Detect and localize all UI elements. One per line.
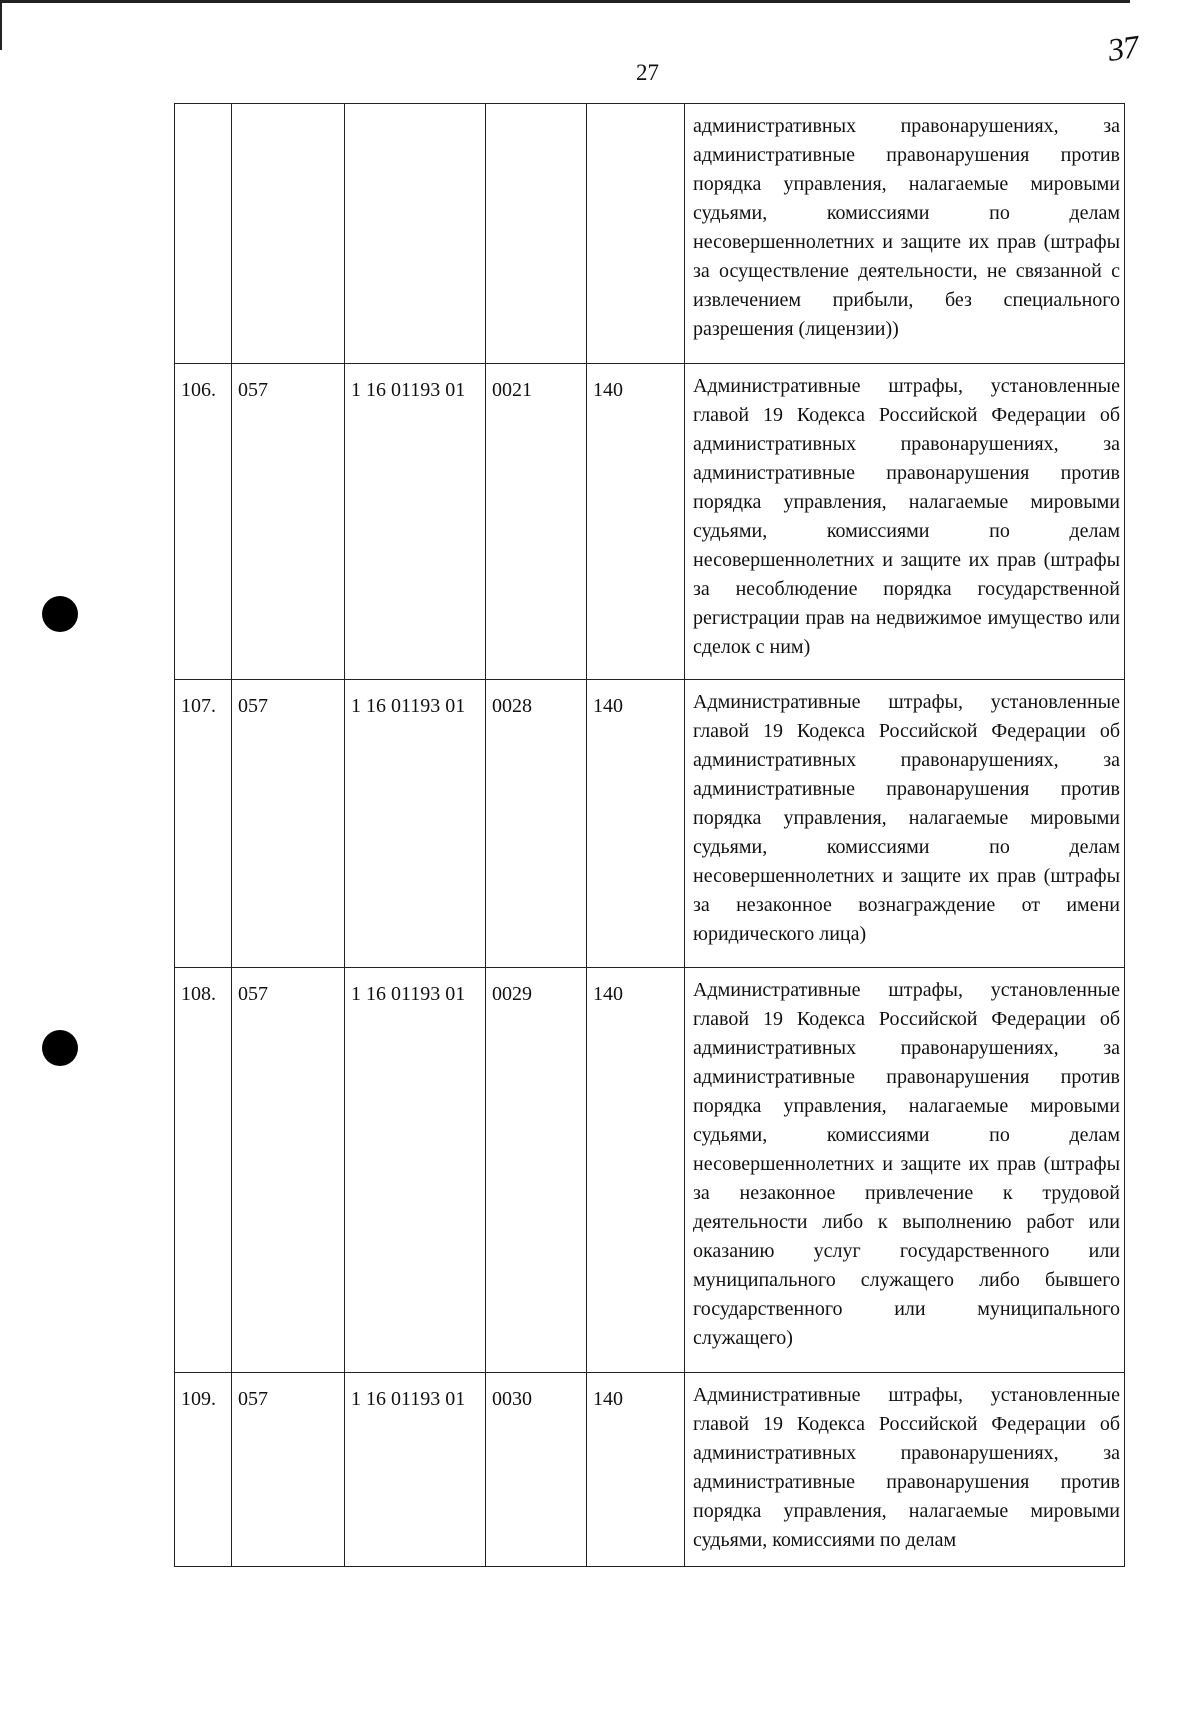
row-number: [175, 104, 232, 364]
budget-code: 1 16 01193 01: [345, 968, 486, 1373]
admin-code: 057: [232, 680, 345, 968]
kind-code: 140: [587, 680, 685, 968]
admin-code: 057: [232, 968, 345, 1373]
income-description: Административные штрафы, установленные главой 19 Кодекса Российской Федерации об административных правонарушениях, за административные правонарушения против порядка управления, налагаемые мировыми судьями, комиссиями по делам несовершеннолетних и защите их прав (штрафы за незаконное привлечение к трудовой деятельности либо к выполнению работ или оказанию услуг государственного или муниципального служащего либо бывшего государственного или муниципального служащего): [685, 968, 1125, 1373]
kind-code: 140: [587, 968, 685, 1373]
admin-code: [232, 104, 345, 364]
income-description: Административные штрафы, установленные главой 19 Кодекса Российской Федерации об административных правонарушениях, за административные правонарушения против порядка управления, налагаемые мировыми судьями, комиссиями по делам несовершеннолетних и защите их прав (штрафы за несоблюдение порядка государственной регистрации прав на недвижимое имущество или сделок с ним): [685, 364, 1125, 680]
budget-code: 1 16 01193 01: [345, 680, 486, 968]
subtype-code: 0030: [486, 1373, 587, 1567]
row-number: 107.: [175, 680, 232, 968]
scan-left-edge: [0, 0, 2, 50]
revenue-codes-table: [174, 103, 1125, 1567]
subtype-code: [486, 104, 587, 364]
row-number: 109.: [175, 1373, 232, 1567]
budget-code: 1 16 01193 01: [345, 364, 486, 680]
subtype-code: 0028: [486, 680, 587, 968]
kind-code: [587, 104, 685, 364]
budget-code: [345, 104, 486, 364]
admin-code: 057: [232, 1373, 345, 1567]
table-row: [175, 680, 1125, 968]
handwritten-page-mark: 37: [1105, 28, 1141, 68]
punch-hole: [42, 1030, 78, 1066]
scan-top-edge: [0, 0, 1130, 3]
subtype-code: 0021: [486, 364, 587, 680]
budget-code: 1 16 01193 01: [345, 1373, 486, 1567]
page-number: 27: [636, 60, 659, 85]
subtype-code: 0029: [486, 968, 587, 1373]
kind-code: 140: [587, 364, 685, 680]
table-row: [175, 104, 1125, 364]
admin-code: 057: [232, 364, 345, 680]
income-description: административных правонарушениях, за административные правонарушения против порядка управления, налагаемые мировыми судьями, комиссиями по делам несовершеннолетних и защите их прав (штрафы за осуществление деятельности, не связанной с извлечением прибыли, без специального разрешения (лицензии)): [685, 104, 1125, 364]
income-description: Административные штрафы, установленные главой 19 Кодекса Российской Федерации об административных правонарушениях, за административные правонарушения против порядка управления, налагаемые мировыми судьями, комиссиями по делам несовершеннолетних и защите их прав (штрафы за незаконное вознаграждение от имени юридического лица): [685, 680, 1125, 968]
row-number: 106.: [175, 364, 232, 680]
income-description: Административные штрафы, установленные главой 19 Кодекса Российской Федерации об административных правонарушениях, за административные правонарушения против порядка управления, налагаемые мировыми судьями, комиссиями по делам: [685, 1373, 1125, 1567]
table-row: [175, 364, 1125, 680]
kind-code: 140: [587, 1373, 685, 1567]
punch-hole: [42, 596, 78, 632]
table-row: [175, 1373, 1125, 1567]
table-row: [175, 968, 1125, 1373]
row-number: 108.: [175, 968, 232, 1373]
